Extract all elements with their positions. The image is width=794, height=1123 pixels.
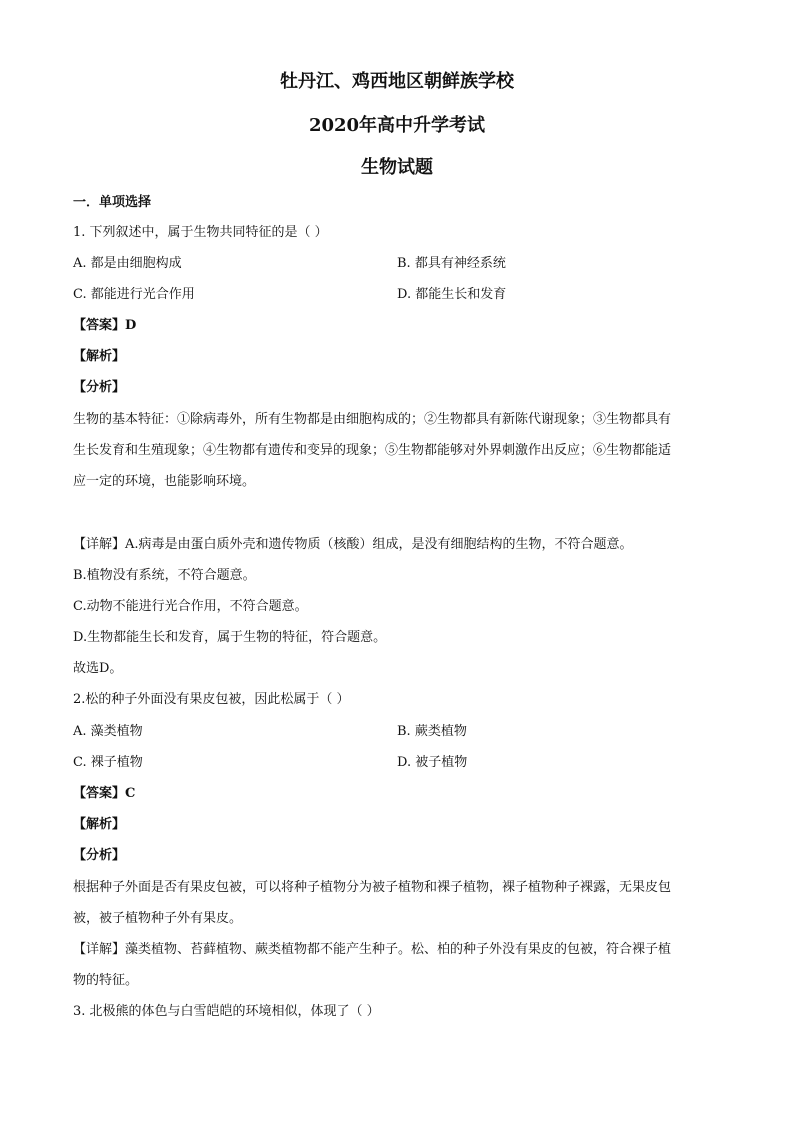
q2-option-c: C. 裸子植物	[73, 755, 143, 770]
q2-detail-line-2: 物的特征。	[73, 973, 139, 988]
q2-analysis-line-2: 被，被子植物种子外有果皮。	[73, 911, 243, 926]
q1-option-d: D. 都能生长和发育	[397, 287, 507, 302]
q1-detail-line-5: 故选D。	[73, 661, 123, 676]
q1-option-a: A. 都是由细胞构成	[73, 256, 182, 271]
q2-answer-label: 【答案】	[73, 786, 126, 801]
q1-detail-line-2: B.植物没有系统，不符合题意。	[73, 568, 256, 583]
q1-option-b: B. 都具有神经系统	[397, 256, 506, 271]
q2-analysis-line-1: 根据种子外面是否有果皮包被，可以将种子植物分为被子植物和裸子植物，裸子植物种子裸露，无果皮包	[73, 880, 672, 895]
q1-answer-label: 【答案】	[73, 318, 126, 333]
q1-option-c: C. 都能进行光合作用	[73, 287, 195, 302]
title-line-1: 牡丹江、鸡西地区朝鲜族学校	[280, 71, 514, 92]
q1-stem: 1. 下列叙述中，属于生物共同特征的是（ ）	[73, 225, 328, 240]
q1-analysis-line-1: 生物的基本特征：①除病毒外，所有生物都是由细胞构成的；②生物都具有新陈代谢现象；③生物都具有	[73, 412, 672, 427]
q1-detail-line-1: 【详解】A.病毒是由蛋白质外壳和遗传物质（核酸）组成，是没有细胞结构的生物，不符合题意。	[73, 537, 633, 552]
q1-detail-line-3: C.动物不能进行光合作用，不符合题意。	[73, 599, 308, 614]
q2-option-a: A. 藻类植物	[73, 724, 143, 739]
q1-detail-line-4: D.生物都能生长和发育，属于生物的特征，符合题意。	[73, 630, 387, 645]
title-line-3: 生物试题	[361, 157, 433, 178]
q2-stem: 2.松的种子外面没有果皮包被，因此松属于（ ）	[73, 692, 350, 707]
q2-answer-value: C	[125, 786, 136, 801]
q1-analysis-line-2: 生长发育和生殖现象；④生物都有遗传和变异的现象；⑤生物都能够对外界刺激作出反应；⑥生物都能适	[73, 443, 672, 458]
q1-jiexi-label: 【解析】	[73, 349, 126, 364]
q2-answer	[73, 784, 135, 804]
q2-jiexi-label: 【解析】	[73, 817, 126, 832]
q1-answer	[73, 316, 136, 336]
q1-answer-value: D	[125, 318, 137, 333]
q1-analysis-line-3: 应一定的环境，也能影响环境。	[73, 474, 256, 489]
title-line-2: 2020年高中升学考试	[308, 115, 486, 136]
q1-fenxi-label: 【分析】	[73, 380, 126, 395]
q2-detail-line-1: 【详解】藻类植物、苔藓植物、蕨类植物都不能产生种子。松、柏的种子外没有果皮的包被，符合裸子植	[73, 942, 672, 957]
section-heading: 一．单项选择	[73, 195, 152, 210]
q2-option-d: D. 被子植物	[397, 755, 468, 770]
q3-stem: 3. 北极熊的体色与白雪皑皑的环境相似，体现了（ ）	[73, 1004, 380, 1019]
q2-option-b: B. 蕨类植物	[397, 724, 467, 739]
q2-fenxi-label: 【分析】	[73, 848, 126, 863]
